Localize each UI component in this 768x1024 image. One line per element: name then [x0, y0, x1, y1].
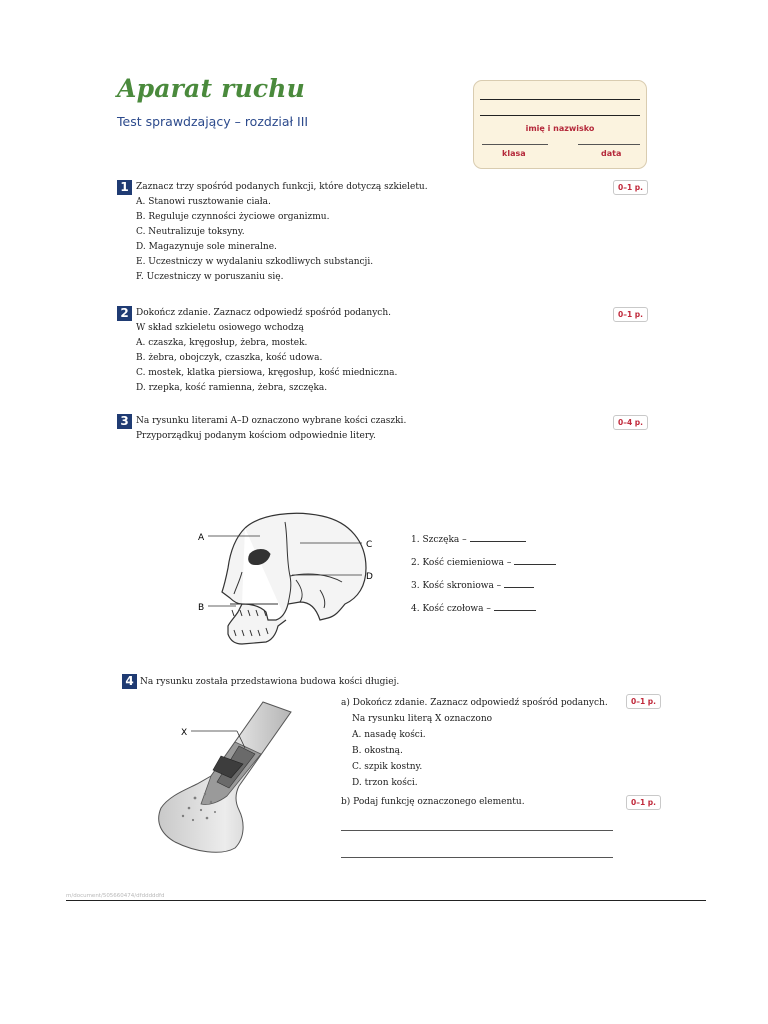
- name-line-2: [480, 115, 640, 116]
- q2-option-a[interactable]: A. czaszka, kręgosłup, żebra, mostek.: [136, 338, 308, 348]
- question-4a-text: a) Dokończ zdanie. Zaznacz odpowiedź spośród podanych.: [341, 698, 608, 708]
- question-3-text-2: Przyporządkuj podanym kościom odpowiednie litery.: [136, 431, 376, 441]
- q3-item-4: [411, 602, 556, 617]
- q4a-stem: Na rysunku literą X oznaczono: [352, 714, 493, 724]
- question-2-options: [136, 321, 397, 396]
- question-3-items: [411, 533, 556, 617]
- q2-option-c[interactable]: C. mostek, klatka piersiowa, kręgosłup, kość miedniczna.: [136, 368, 398, 378]
- q4b-answer-line-2[interactable]: [341, 857, 613, 858]
- question-3-text: Na rysunku literami A–D oznaczono wybrane kości czaszki.: [136, 416, 407, 426]
- question-4a-options: [352, 711, 492, 791]
- question-1-options: [136, 195, 373, 285]
- skull-figure: [190, 508, 390, 653]
- question-2-number: 2: [117, 306, 132, 321]
- question-4b-points: 0–1 p.: [626, 795, 661, 810]
- q1-option-b[interactable]: B. Reguluje czynności życiowe organizmu.: [136, 212, 330, 222]
- q1-option-f[interactable]: F. Uczestniczy w poruszaniu się.: [136, 272, 284, 282]
- date-label: data: [601, 149, 622, 158]
- class-label: klasa: [502, 149, 526, 158]
- footer-divider: [66, 900, 706, 901]
- question-1-text: Zaznacz trzy spośród podanych funkcji, które dotyczą szkieletu.: [136, 182, 428, 192]
- question-2-text: Dokończ zdanie. Zaznacz odpowiedź spośród podanych.: [136, 308, 391, 318]
- date-line: [578, 144, 640, 145]
- q2-option-b[interactable]: B. żebra, obojczyk, czaszka, kość udowa.: [136, 353, 323, 363]
- q3-item-2: [411, 556, 556, 571]
- question-2-points: 0–1 p.: [613, 307, 648, 322]
- skull-label-c: C: [366, 540, 373, 550]
- q4a-option-d[interactable]: D. trzon kości.: [352, 778, 418, 788]
- skull-label-a: A: [198, 533, 205, 543]
- q3-item-2-answer[interactable]: [514, 564, 556, 565]
- q3-item-1: [411, 533, 556, 548]
- q3-item-2-label: 2. Kość ciemieniowa –: [411, 558, 512, 568]
- page-subtitle: Test sprawdzający – rozdział III: [117, 114, 309, 129]
- q3-item-4-answer[interactable]: [494, 610, 536, 611]
- q4a-option-a[interactable]: A. nasadę kości.: [352, 730, 426, 740]
- skull-label-d: D: [366, 572, 373, 582]
- question-4-text: Na rysunku została przedstawiona budowa kości długiej.: [140, 677, 400, 687]
- q1-option-a[interactable]: A. Stanowi rusztowanie ciała.: [136, 197, 271, 207]
- name-line-1: [480, 99, 640, 100]
- bone-label-x: X: [181, 728, 188, 738]
- question-3-points: 0–4 p.: [613, 415, 648, 430]
- question-3-number: 3: [117, 414, 132, 429]
- q3-item-3-label: 3. Kość skroniowa –: [411, 581, 502, 591]
- q3-item-4-label: 4. Kość czołowa –: [411, 604, 491, 614]
- q1-option-c[interactable]: C. Neutralizuje toksyny.: [136, 227, 245, 237]
- q4b-answer-line-1[interactable]: [341, 830, 613, 831]
- page-title: Aparat ruchu: [117, 74, 306, 103]
- question-1-number: 1: [117, 180, 132, 195]
- student-info-box: [473, 80, 647, 169]
- class-line: [482, 144, 548, 145]
- q2-stem: W skład szkieletu osiowego wchodzą: [136, 323, 304, 333]
- q3-item-1-label: 1. Szczęka –: [411, 535, 467, 545]
- question-1-points: 0–1 p.: [613, 180, 648, 195]
- q2-option-d[interactable]: D. rzepka, kość ramienna, żebra, szczęka.: [136, 383, 328, 393]
- question-4b-text: b) Podaj funkcję oznaczonego elementu.: [341, 797, 525, 807]
- question-4-number: 4: [122, 674, 137, 689]
- skull-label-b: B: [198, 603, 205, 613]
- q3-item-3-answer[interactable]: [504, 587, 534, 588]
- q1-option-d[interactable]: D. Magazynuje sole mineralne.: [136, 242, 277, 252]
- question-4a-points: 0–1 p.: [626, 694, 661, 709]
- q3-item-1-answer[interactable]: [470, 541, 526, 542]
- q4a-option-b[interactable]: B. okostną.: [352, 746, 403, 756]
- q1-option-e[interactable]: E. Uczestniczy w wydalaniu szkodliwych substancji.: [136, 257, 374, 267]
- footer-url: m/document/505660474/dfdddddfd: [66, 893, 165, 899]
- q4a-option-c[interactable]: C. szpik kostny.: [352, 762, 423, 772]
- name-label: imię i nazwisko: [525, 124, 595, 133]
- q3-item-3: [411, 579, 556, 594]
- long-bone-figure: [155, 698, 305, 856]
